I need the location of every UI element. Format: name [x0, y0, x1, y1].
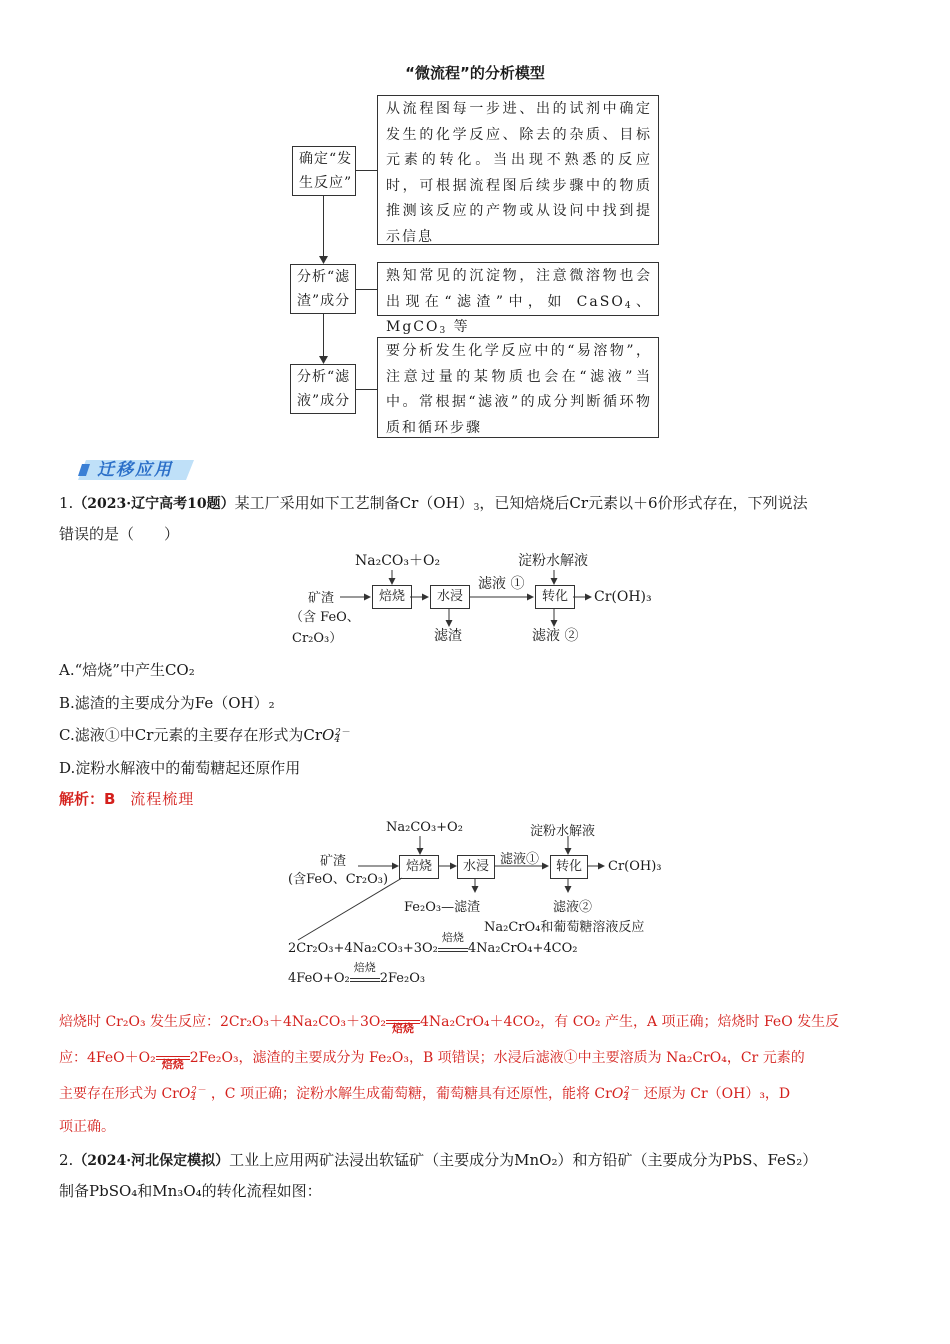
flow1-box-leach: 水浸: [430, 585, 470, 609]
explanation-line-4: 项正确。: [59, 1119, 115, 1135]
section-heading: 迁移应用: [97, 460, 173, 480]
q1-stem-text: 错误的是（ ）: [59, 525, 180, 543]
flow2-box-roast: 焙烧: [399, 855, 439, 879]
flow2-residue: Fe₂O₃—滤渣: [404, 900, 481, 915]
flow2-raw-l2: (含FeO、Cr₂O₃): [288, 872, 389, 887]
chromate-ion: $O_4^{2-}$: [611, 1086, 639, 1103]
explanation-line-2: 应：4FeO＋O₂ 焙烧 2Fe₂O₃，滤渣的主要成分为 Fe₂O₃，B 项错误；水浸后滤液①中主要溶质为 Na₂CrO₄，Cr 元素的: [59, 1050, 805, 1071]
model-step-desc-reaction: 从流程图每一步进、出的试剂中确定发生的化学反应、除去的杂质、目标元素的转化。当出现不熟悉的反应时，可根据流程图后续步骤中的物质推测该反应的产物或从设问中找到提示信息: [377, 95, 659, 245]
model-step-analyze-filtrate: [290, 364, 356, 414]
connector: [356, 289, 377, 290]
flow1-residue: 滤渣: [434, 628, 462, 644]
q1-number: 1.: [59, 494, 74, 512]
step-label-line2: 渣”成分: [297, 293, 351, 309]
subscript: 4: [624, 300, 633, 311]
flow2-box-leach: 水浸: [457, 855, 495, 879]
flow2-product: Cr(OH)₃: [608, 859, 662, 874]
q2-stem-text: 制备PbSO₄和Mn₃O₄的转化流程如图：: [59, 1182, 322, 1200]
down-arrow-head: [319, 256, 328, 264]
q1-option-c[interactable]: [59, 720, 355, 750]
desc-text: 等: [447, 319, 470, 335]
subscript: 3: [473, 503, 480, 513]
answer-label: 解析：B: [59, 790, 116, 808]
down-arrow-line: [323, 196, 324, 258]
step-label-line1: 确定“发: [299, 151, 353, 167]
flow2-filtrate2-note: Na₂CrO₄和葡萄糖溶液反应: [484, 920, 645, 935]
flow1-reagent: Na₂CO₃＋O₂: [355, 553, 441, 569]
flow1-box-convert: 转化: [535, 585, 575, 609]
connector: [356, 170, 377, 171]
step-label-line1: 分析“滤: [297, 369, 351, 385]
chromate-ion: $O_4^{2-}$: [322, 726, 350, 745]
step-label-line2: 生反应”: [299, 175, 353, 191]
flow1-raw-l3: Cr₂O₃）: [292, 631, 343, 646]
desc-text: 熟知常见的沉淀物，注意微溶物也会出现在“滤渣”中，如 CaSO: [386, 268, 652, 310]
model-step-determine-reaction: [292, 146, 356, 196]
q1-option-d[interactable]: D.淀粉水解液中的葡萄糖起还原作用: [59, 759, 301, 777]
q1-stem-text: ，已知焙烧后Cr元素以＋6价形式存在，下列说法: [479, 494, 808, 512]
chromate-ion: $O_4^{2-}$: [178, 1086, 206, 1103]
connector: [356, 389, 377, 390]
flow1-raw-l1: 矿渣: [308, 591, 335, 606]
q1-answer: [59, 785, 194, 813]
model-step-desc-filtrate: 要分析发生化学反应中的“易溶物”，注意过量的某物质也会在“滤液”当中。常根据“滤液”的成分判断循环物质和循环步骤: [377, 337, 659, 438]
subscript: 3: [439, 326, 448, 336]
q1-source: （2023·辽宁高考10题）: [73, 496, 235, 512]
q1-stem-text: 某工厂采用如下工艺制备Cr（OH）: [234, 494, 474, 512]
flow2-filtrate1: 滤液①: [500, 852, 540, 867]
flow1-filtrate1: 滤液 ①: [478, 576, 525, 592]
flow1-box-roast: 焙烧: [372, 585, 412, 609]
down-arrow-line: [323, 314, 324, 358]
flow2-filtrate2: 滤液②: [553, 900, 593, 915]
answer-note: 流程梳理: [130, 790, 195, 808]
step-label-line2: 液”成分: [297, 393, 351, 409]
model-title: “微流程”的分析模型: [405, 64, 545, 82]
explanation-line-3: 主要存在形式为 CrO$_4^{2-}$ ，C 项正确；淀粉水解生成葡萄糖，葡萄糖具有还原性，能将 CrO$_4^{2-}$ 还原为 Cr（OH）₃，D: [59, 1076, 899, 1112]
flow2-box-convert: 转化: [550, 855, 588, 879]
q2-stem-text: 工业上应用两矿法浸出软锰矿（主要成分为MnO₂）和方铅矿（主要成分为PbS、FeS₂）: [229, 1151, 818, 1169]
flow2-raw-l1: 矿渣: [320, 854, 347, 869]
q1-explanation: [59, 1004, 899, 1142]
q2-number: 2.: [59, 1151, 74, 1169]
flow1-product: Cr(OH)₃: [594, 589, 652, 605]
q1-stem: [59, 488, 899, 549]
flow1-filtrate2: 滤液 ②: [532, 628, 579, 644]
flow1-raw-l2: （含 FeO、: [290, 610, 360, 625]
flow2-reagent2: 淀粉水解液: [530, 824, 596, 839]
desc-text: 、MgCO: [386, 293, 652, 335]
model-step-analyze-residue: [290, 264, 356, 314]
explanation-line-1: 焙烧时 Cr₂O₃ 发生反应：2Cr₂O₃＋4Na₂CO₃＋3O₂ 焙烧 4Na₂CrO₄＋4CO₂，有 CO₂ 产生，A 项正确；焙烧时 FeO 发生反: [59, 1014, 840, 1035]
q2-source: （2024·河北保定模拟）: [73, 1153, 230, 1169]
step-label-line1: 分析“滤: [297, 269, 351, 285]
q1-option-a[interactable]: A.“焙烧”中产生CO₂: [59, 661, 195, 679]
option-text: C.滤液①中Cr元素的主要存在形式为Cr: [59, 726, 323, 744]
q2-stem: [59, 1145, 899, 1206]
flow2-equation-1: 2Cr₂O₃+4Na₂CO₃+3O₂ 焙烧 4Na₂CrO₄+4CO₂: [288, 931, 578, 956]
down-arrow-head: [319, 356, 328, 364]
q1-option-b[interactable]: B.滤渣的主要成分为Fe（OH）₂: [59, 694, 275, 712]
flow2-reagent: Na₂CO₃+O₂: [386, 820, 463, 835]
model-step-desc-residue: [377, 262, 659, 336]
flow2-equation-2: 4FeO+O₂ 焙烧 2Fe₂O₃: [288, 961, 426, 986]
flow1-reagent2: 淀粉水解液: [518, 553, 588, 569]
